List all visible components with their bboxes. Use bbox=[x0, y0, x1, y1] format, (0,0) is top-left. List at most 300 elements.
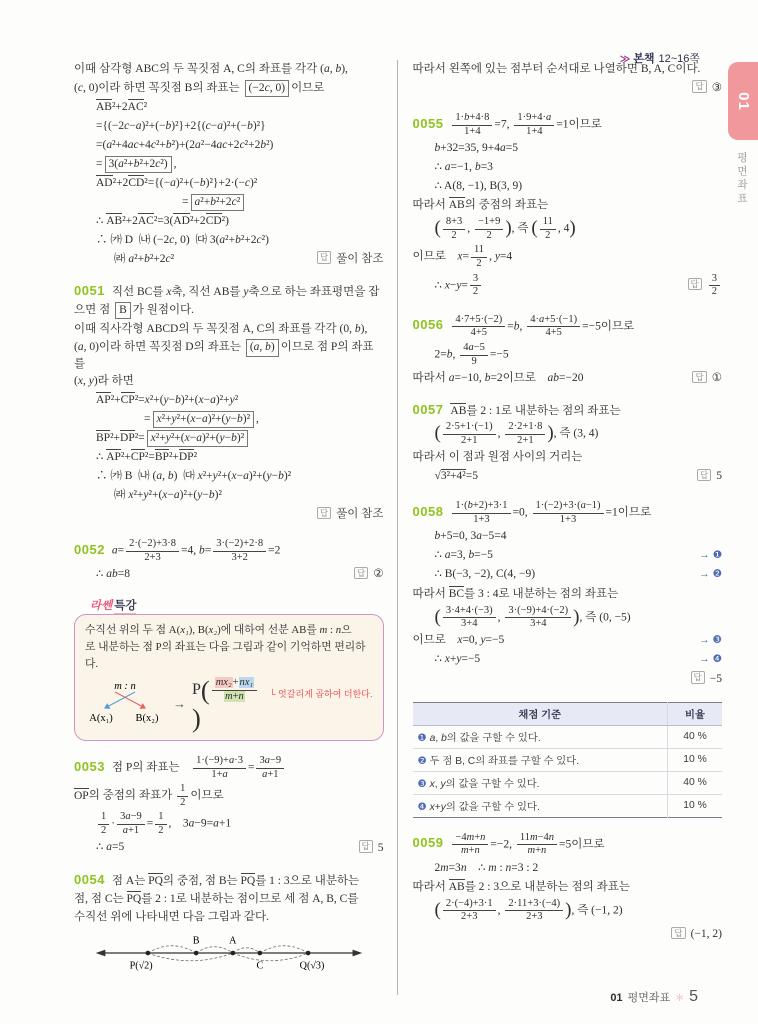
denominator: 4+5 bbox=[545, 327, 562, 339]
table-row bbox=[413, 771, 723, 794]
numerator: 3·(−9)+4·(−2) bbox=[505, 605, 571, 619]
denominator: a+1 bbox=[122, 824, 140, 836]
solution-line bbox=[413, 158, 723, 177]
overline: AB bbox=[448, 881, 465, 894]
line-content: ㈑ a²+b²+2c² bbox=[114, 252, 175, 265]
step-marker-number: ❸ bbox=[712, 634, 722, 647]
fraction bbox=[471, 244, 487, 270]
line-content: 점, 점 C는 PQ를 2 : 1로 내분하는 점이므로 세 점 A, B, C를 bbox=[74, 892, 359, 905]
svg-text:Q(√3): Q(√3) bbox=[299, 960, 325, 972]
radicand: 3²+4² bbox=[440, 470, 466, 483]
denominator bbox=[212, 691, 257, 704]
line-content: AB²+2AC² bbox=[96, 101, 148, 114]
solution-line bbox=[413, 313, 723, 341]
problem-number: 0058 bbox=[412, 504, 444, 520]
line-content: ( $\frac{3\cdot 4+4\cdot(-3)}{3+4}$ , $\frac{3\cdot(-9)+4\cdot(-2)}{3+4}$ ), 즉 (0, −5) bbox=[434, 604, 631, 630]
big-paren: ( bbox=[200, 675, 210, 706]
solution-0057 bbox=[413, 401, 723, 486]
denominator: m+n bbox=[461, 845, 480, 857]
answer-icon: 답 bbox=[317, 251, 331, 264]
overline: CD bbox=[205, 215, 222, 228]
denominator: 2+1 bbox=[517, 434, 534, 446]
boxed-expression: x²+y²+(x−a)²+(y−b)² bbox=[153, 411, 255, 429]
line-content: ∴ B(−3, −2), C(4, −9) bbox=[434, 568, 536, 581]
grading-table bbox=[413, 702, 723, 818]
answer-icon: 답 bbox=[671, 927, 685, 940]
fraction bbox=[533, 500, 604, 526]
answer-value: 5 bbox=[377, 841, 384, 854]
line-right bbox=[697, 469, 722, 485]
tip-title-accent: 라쎈 bbox=[90, 600, 113, 613]
left-column bbox=[74, 60, 398, 995]
ratio-cell: 40 % bbox=[668, 725, 723, 748]
solution-line bbox=[74, 301, 384, 320]
solution-line bbox=[413, 196, 723, 215]
problem-number: 0056 bbox=[412, 317, 444, 333]
fraction bbox=[443, 421, 496, 447]
solution-line bbox=[413, 79, 723, 98]
denominator: 2 bbox=[180, 796, 186, 808]
boxed-expression: B bbox=[115, 302, 131, 320]
line-content: ∴ AP²+CP²=BP²+DP² bbox=[96, 451, 198, 464]
fraction bbox=[517, 832, 557, 858]
criteria-cell: ❶ a, b의 값을 구할 수 있다. bbox=[413, 725, 668, 748]
answer-icon: 답 bbox=[697, 469, 711, 482]
overline: AC bbox=[137, 215, 154, 228]
answer-value: ② bbox=[373, 568, 384, 581]
numerator: 2·11+3·(−4) bbox=[505, 898, 563, 912]
step-marker-number: ❹ bbox=[712, 653, 722, 666]
line-content: b+5=0, 3a−5=4 bbox=[434, 530, 507, 543]
fraction bbox=[452, 500, 510, 526]
answer-value: ③ bbox=[711, 81, 722, 94]
line-content: √3²+4²=5 bbox=[434, 470, 478, 483]
problem-number: 0055 bbox=[412, 115, 444, 131]
big-paren: ( bbox=[434, 422, 441, 444]
solution-line bbox=[413, 925, 723, 944]
line-content: 이때 직사각형 ABCD의 두 꼭짓점 A, C의 좌표를 각각 (0, b), bbox=[74, 322, 368, 335]
svg-text:A: A bbox=[229, 934, 237, 946]
fraction bbox=[155, 811, 166, 837]
numerator: 3 bbox=[470, 273, 481, 287]
line-content: 이므로 x= $\frac{11}{2}$ , y=4 bbox=[412, 244, 513, 269]
solution-line bbox=[74, 810, 384, 838]
criteria-cell: ❹ x+y의 값을 구할 수 있다. bbox=[417, 802, 540, 814]
denominator: 1+3 bbox=[559, 513, 577, 525]
solution-line bbox=[413, 448, 723, 467]
solution-line bbox=[74, 467, 384, 486]
fraction bbox=[470, 273, 481, 299]
arrow-icon: → bbox=[173, 695, 186, 711]
numerator: 1·b+4·8 bbox=[452, 112, 492, 126]
overline: AP bbox=[96, 394, 111, 407]
fraction bbox=[117, 811, 145, 837]
line-content: =(a²+4ac+4c²+b²)+(2a²−4ac+2c²+2b²) bbox=[96, 138, 274, 151]
fraction bbox=[514, 112, 554, 138]
line-content: = a²+b²+2c² bbox=[74, 194, 384, 212]
solution-line bbox=[413, 499, 723, 527]
solution-line bbox=[413, 243, 723, 271]
solution-line bbox=[74, 136, 384, 155]
solution-0054 bbox=[74, 871, 384, 982]
solution-line bbox=[74, 174, 384, 193]
solution-line bbox=[74, 565, 384, 584]
overline: AB bbox=[450, 405, 467, 418]
line-content: 0052 a= $\frac{2\cdot(-2)+3\cdot 8}{2+3}$ =4, b= $\frac{3\cdot(-2)+2\cdot 8}{3+2}$ =2 bbox=[74, 538, 281, 563]
denominator: 2 bbox=[486, 229, 492, 241]
solution-line bbox=[74, 372, 384, 391]
solution-line bbox=[413, 859, 723, 878]
denominator: a+1 bbox=[262, 768, 279, 780]
solution-0059 bbox=[413, 831, 723, 944]
answer bbox=[697, 470, 722, 482]
answer-icon: 답 bbox=[359, 840, 373, 853]
table-header-criteria: 채점 기준 bbox=[413, 702, 668, 725]
numerator: 2·(−2)+3·8 bbox=[126, 538, 179, 552]
fraction bbox=[213, 538, 266, 564]
line-right bbox=[688, 272, 722, 300]
line-right bbox=[692, 371, 722, 387]
line-content: ∴ AB²+2AC²=3(AD²+2CD²) bbox=[96, 215, 229, 228]
problem-number: 0051 bbox=[74, 283, 105, 299]
fraction bbox=[212, 677, 257, 703]
line-content: ∴ a=3, b=−5 bbox=[434, 549, 493, 562]
numerator: 1 bbox=[177, 783, 188, 797]
content-columns bbox=[74, 60, 722, 995]
solution-line bbox=[413, 111, 723, 139]
numerator: 3·4+4·(−3) bbox=[443, 605, 496, 619]
overline: CD bbox=[128, 177, 145, 190]
line-right bbox=[317, 507, 384, 523]
solution-line bbox=[74, 250, 384, 269]
tip-text-line: 로 내분하는 점 P의 좌표는 다음 그림과 같이 기억하면 편리하다. bbox=[85, 640, 366, 670]
chapter-tab-number: 01 bbox=[734, 91, 752, 111]
tip-content-box bbox=[74, 614, 384, 741]
line-content: ( $\frac{2\cdot(-4)+3\cdot 1}{2+3}$ , $\frac{2\cdot 11+3\cdot(-4)}{2+3}$ ), 즉 (−1, 2) bbox=[434, 897, 623, 923]
solution-0056 bbox=[413, 313, 723, 388]
denominator: 1+4 bbox=[526, 125, 543, 137]
line-content: ( $\frac{8+3}{2}$ , $\frac{-1+9}{2}$ ), 즉 ( $\frac{11}{2}$ , 4) bbox=[434, 216, 576, 241]
solution-line bbox=[413, 651, 723, 670]
overline: AB bbox=[448, 199, 465, 212]
line-content: ∴ a=−1, b=3 bbox=[434, 160, 493, 173]
answer bbox=[359, 842, 384, 854]
answer-value: −5 bbox=[709, 672, 722, 685]
solution-line bbox=[413, 604, 723, 632]
fraction bbox=[527, 314, 580, 340]
chevron-icon: ≫ bbox=[619, 54, 631, 65]
answer bbox=[692, 82, 722, 94]
line-content: ㈑ x²+y²+(x−a)²+(y−b)² bbox=[114, 488, 222, 501]
line-content: 0059 $\frac{-4m+n}{m+n}$ =−2, $\frac{11m-4n}{m+n}$ =5이므로 bbox=[412, 831, 605, 857]
tip-title-rest: 특강 bbox=[114, 600, 136, 615]
boxed-expression: (−2c, 0) bbox=[245, 80, 290, 98]
line-content: 0056 $\frac{4\cdot 7+5\cdot(-2)}{4+5}$ =b, $\frac{4\cdot a+5\cdot(-1)}{4+5}$ =−5이므로 bbox=[412, 313, 635, 339]
line-content: 0055 $\frac{1\cdot b+4\cdot 8}{1+4}$ =7, $\frac{1\cdot 9+4\cdot a}{1+4}$ =1이므로 bbox=[412, 112, 602, 137]
line-right bbox=[691, 671, 722, 687]
denominator: m+n bbox=[527, 845, 547, 857]
numerator: 1·(−9)+a·3 bbox=[193, 755, 246, 769]
solution-line bbox=[74, 339, 384, 372]
answer-icon: 답 bbox=[691, 671, 705, 684]
solution-0051 bbox=[74, 282, 384, 524]
tip-text-line: 수직선 위의 두 점 A(x₁), B(x₂)에 대하여 선분 AB를 m : n으 bbox=[85, 624, 352, 637]
answer bbox=[317, 253, 384, 265]
big-paren: ( bbox=[434, 899, 441, 921]
boxed-expression: a²+b²+2c² bbox=[191, 194, 245, 212]
footer-title: 평면좌표 bbox=[627, 992, 671, 1004]
answer bbox=[671, 928, 722, 940]
answer-icon: 답 bbox=[317, 507, 331, 520]
solution-line bbox=[413, 177, 723, 196]
line-right bbox=[359, 840, 384, 856]
big-paren: ( bbox=[434, 606, 441, 628]
solution-0058 bbox=[413, 499, 723, 688]
numerator: 1 bbox=[155, 811, 166, 825]
line-content: OP의 중점의 좌표가 $\frac{1}{2}$ 이므로 bbox=[74, 783, 224, 808]
line-content: 0058 $\frac{1\cdot(b+2)+3\cdot 1}{1+3}$ =0, $\frac{1\cdot(-2)+3\cdot(a-1)}{1+3}$ =1이므로 bbox=[412, 500, 652, 525]
problem-number: 0057 bbox=[412, 402, 444, 418]
fraction bbox=[505, 605, 571, 631]
denominator: 1+4 bbox=[464, 125, 481, 137]
table-row bbox=[413, 748, 723, 771]
line-content: 2m=3n ∴ m : n=3 : 2 bbox=[434, 861, 539, 874]
line-content: 수직선 위에 나타내면 다음 그림과 같다. bbox=[74, 911, 269, 924]
footer-chapter: 01 bbox=[610, 992, 623, 1004]
line-content: 0057 AB를 2 : 1로 내분하는 점의 좌표는 bbox=[412, 402, 621, 418]
solution-line bbox=[74, 839, 384, 858]
solution-line bbox=[413, 670, 723, 689]
numerator: 2·5+1·(−1) bbox=[443, 421, 496, 435]
line-content: 이때 삼각형 ABC의 두 꼭짓점 A, C의 좌표를 각각 (a, b), bbox=[74, 62, 348, 75]
line-content: 따라서 BC를 3 : 4로 내분하는 점의 좌표는 bbox=[412, 587, 619, 600]
big-paren: ) bbox=[573, 606, 580, 628]
answer-icon: 답 bbox=[354, 567, 368, 580]
ratio-cell: 40 % bbox=[668, 771, 723, 794]
highlight-blue: nx₁ bbox=[239, 677, 254, 689]
solution-line bbox=[74, 782, 384, 810]
footer-page-number: 5 bbox=[689, 988, 698, 1005]
overline: OP bbox=[74, 789, 89, 802]
criteria-cell: ❷ 두 점 B, C의 좌표를 구할 수 있다. bbox=[413, 748, 668, 771]
ratio-cell: 10 % bbox=[668, 748, 723, 771]
tip-box bbox=[74, 597, 384, 741]
overline: CP bbox=[130, 451, 145, 464]
svg-text:C: C bbox=[256, 960, 264, 972]
svg-text:m : n: m : n bbox=[114, 681, 136, 693]
denominator: 9 bbox=[471, 355, 477, 367]
svg-text:A(x₁): A(x₁) bbox=[89, 713, 113, 725]
fraction bbox=[443, 605, 496, 631]
denominator: 4+5 bbox=[470, 327, 488, 339]
overline: BP bbox=[154, 451, 169, 464]
problem-number: 0053 bbox=[74, 758, 105, 774]
line-content: ∴ ㈎ B ㈏ (a, b) ㈐ x²+y²+(x−a)²+(y−b)² bbox=[96, 469, 292, 482]
denominator: 2+3 bbox=[526, 911, 543, 923]
boxed-expression: x²+y²+(x−a)²+(y−b)² bbox=[147, 430, 249, 448]
numerator: 1·(−2)+3·(a−1) bbox=[533, 500, 604, 514]
line-content: 따라서 왼쪽에 있는 점부터 순서대로 나열하면 B, A, C이다. bbox=[412, 62, 701, 75]
answer-value: 풀이 참조 bbox=[336, 508, 384, 521]
solution-line bbox=[74, 429, 384, 448]
overline: CP bbox=[120, 394, 135, 407]
boxed-expression: 3(a²+b²+2c²) bbox=[105, 156, 172, 174]
denominator: 2 bbox=[158, 824, 164, 836]
answer bbox=[692, 372, 722, 384]
right-column bbox=[398, 60, 723, 995]
reference-label: 본책 bbox=[633, 53, 655, 65]
numberline-figure bbox=[88, 931, 384, 982]
line-content: 0053 점 P의 좌표는 $\frac{1\cdot(-9)+a\cdot 3}{1+a}$ = $\frac{3a-9}{a+1}$ bbox=[74, 754, 384, 782]
answer bbox=[354, 568, 384, 580]
fraction bbox=[126, 538, 179, 564]
line-right bbox=[354, 567, 384, 583]
solution-line bbox=[74, 282, 384, 301]
line-content: (c, 0)이라 하면 꼭짓점 B의 좌표는 (−2c, 0) 이므로 bbox=[74, 80, 384, 98]
numerator: 4·7+5·(−2) bbox=[452, 314, 505, 328]
answer-value: (−1, 2) bbox=[690, 928, 722, 941]
fraction bbox=[256, 755, 284, 781]
answer-icon: 답 bbox=[692, 371, 706, 384]
overline: PQ bbox=[240, 874, 256, 887]
tip-annotation: └ 엇갈리게 곱하여 더한다. bbox=[269, 687, 372, 700]
answer-value: 5 bbox=[716, 470, 722, 483]
answer-value: 풀이 참조 bbox=[336, 252, 384, 265]
solution-line bbox=[413, 272, 723, 300]
solution-0055 bbox=[413, 111, 723, 300]
line-content: 으면 점 B 가 원점이다. bbox=[74, 302, 384, 320]
line-content: ( $\frac{2\cdot 5+1\cdot(-1)}{2+1}$ , $\frac{2\cdot 2+1\cdot 8}{2+1}$ ), 즉 (3, 4) bbox=[434, 421, 599, 446]
fraction bbox=[98, 811, 109, 837]
line-content: (a, 0)이라 하면 꼭짓점 D의 좌표는 (a, b) 이므로 점 P의 좌표를 bbox=[74, 341, 374, 370]
solution-line bbox=[74, 909, 384, 928]
denominator: 2 bbox=[472, 286, 479, 298]
line-content: BP²+DP²= x²+y²+(x−a)²+(y−b)² bbox=[74, 430, 384, 448]
solution-line bbox=[74, 871, 384, 890]
denominator: 3+4 bbox=[461, 618, 478, 630]
line-content: 이므로 x=0, y=−5 bbox=[412, 634, 505, 647]
overline: PQ bbox=[126, 892, 142, 905]
fraction bbox=[443, 898, 496, 924]
overline: DP bbox=[178, 451, 194, 464]
row-marker: ❶ bbox=[417, 733, 430, 745]
step-marker-number: ❶ bbox=[712, 549, 722, 562]
line-content: ∴ x+y=−5 bbox=[434, 653, 481, 666]
problem-number: 0054 bbox=[74, 871, 105, 887]
overline: AP bbox=[106, 451, 121, 464]
fraction bbox=[540, 216, 556, 242]
line-content: = 3(a²+b²+2c²) , bbox=[74, 156, 384, 174]
line-content: 따라서 a=−10, b=2이므로 ab=−20 bbox=[412, 371, 584, 384]
solution-line bbox=[413, 341, 723, 369]
numerator: 11 bbox=[471, 244, 487, 258]
row-marker: ❸ bbox=[417, 779, 430, 791]
answer-value: ① bbox=[711, 372, 722, 385]
solution-line bbox=[74, 212, 384, 231]
numerator: 4a−5 bbox=[460, 342, 488, 356]
line-content: ∴ ㈎ D ㈏ (−2c, 0) ㈐ 3(a²+b²+2c²) bbox=[96, 233, 269, 246]
page-footer bbox=[610, 988, 698, 1006]
row-marker: ❷ bbox=[417, 756, 430, 768]
solution-line bbox=[74, 98, 384, 117]
ratio-cell: 10 % bbox=[668, 794, 723, 817]
problem-number: 0052 bbox=[74, 541, 105, 557]
numerator: 1·(b+2)+3·1 bbox=[452, 500, 510, 514]
fraction bbox=[505, 421, 545, 447]
solution-line bbox=[74, 448, 384, 467]
star-icon: ＊ bbox=[675, 993, 685, 1003]
line-content: AD²+2CD²={(−a)²+(−b)²}+2·(−c)² bbox=[96, 177, 258, 190]
solution-line bbox=[74, 505, 384, 524]
solution-0050-continued bbox=[74, 60, 384, 269]
denominator: 3+2 bbox=[231, 551, 248, 563]
solution-line bbox=[74, 754, 384, 782]
line-content: AP²+CP²=x²+(y−b)²+(x−a)²+y² bbox=[96, 394, 239, 407]
line-right bbox=[699, 652, 722, 668]
fraction bbox=[443, 216, 465, 242]
overline: BC bbox=[448, 587, 465, 600]
table-header-ratio: 비율 bbox=[668, 702, 723, 725]
row-marker: ❹ bbox=[417, 802, 430, 814]
numerator: 11 bbox=[540, 216, 556, 230]
denominator: 2+3 bbox=[461, 911, 478, 923]
overline: AB bbox=[106, 215, 123, 228]
boxed-expression: (a, b) bbox=[246, 339, 279, 357]
solution-line bbox=[413, 401, 723, 420]
big-paren: ) bbox=[505, 217, 512, 239]
line-right bbox=[699, 548, 722, 564]
fraction bbox=[193, 755, 246, 781]
solution-line bbox=[413, 420, 723, 448]
line-right bbox=[317, 251, 384, 267]
line-content: b+32=35, 9+4a=5 bbox=[434, 141, 518, 154]
fraction bbox=[460, 342, 488, 368]
line-right bbox=[699, 567, 722, 583]
solution-line bbox=[413, 369, 723, 388]
numerator: 3a−9 bbox=[117, 811, 145, 825]
numerator: 3 bbox=[709, 273, 720, 287]
solution-line bbox=[74, 486, 384, 505]
solution-0053 bbox=[74, 754, 384, 858]
svg-text:B(x₂): B(x₂) bbox=[135, 713, 159, 725]
answer bbox=[688, 272, 722, 298]
solution-line bbox=[74, 410, 384, 429]
solution-line bbox=[413, 878, 723, 897]
solution-line bbox=[413, 897, 723, 925]
denominator: 2 bbox=[476, 257, 482, 269]
line-content: ∴ a=5 bbox=[96, 841, 125, 854]
line-content: $\frac{1}{2}$ · $\frac{3a-9}{a+1}$ = $\frac{1}{2}$ , 3a−9=a+1 bbox=[74, 810, 384, 838]
solution-line bbox=[74, 117, 384, 136]
solution-line bbox=[74, 193, 384, 212]
solution-line bbox=[413, 547, 723, 566]
denominator: 1+a bbox=[211, 768, 228, 780]
denominator: 2+3 bbox=[144, 551, 161, 563]
fraction bbox=[475, 216, 503, 242]
solution-line bbox=[413, 467, 723, 486]
numerator: −1+9 bbox=[475, 216, 503, 230]
line-content: 따라서 AB를 2 : 3으로 내분하는 점의 좌표는 bbox=[412, 881, 630, 894]
solution-line bbox=[74, 155, 384, 174]
numerator: 1 bbox=[98, 811, 109, 825]
chapter-tab bbox=[728, 62, 758, 140]
answer-icon: 답 bbox=[688, 278, 702, 291]
svg-text:B: B bbox=[192, 934, 200, 946]
highlight-green: m+n bbox=[225, 691, 244, 703]
line-content: 0051 직선 BC를 x축, 직선 AB를 y축으로 하는 좌표평면을 잡 bbox=[74, 283, 380, 299]
numerator: 2·2+1·8 bbox=[505, 421, 545, 435]
numerator: 1·9+4·a bbox=[514, 112, 554, 126]
